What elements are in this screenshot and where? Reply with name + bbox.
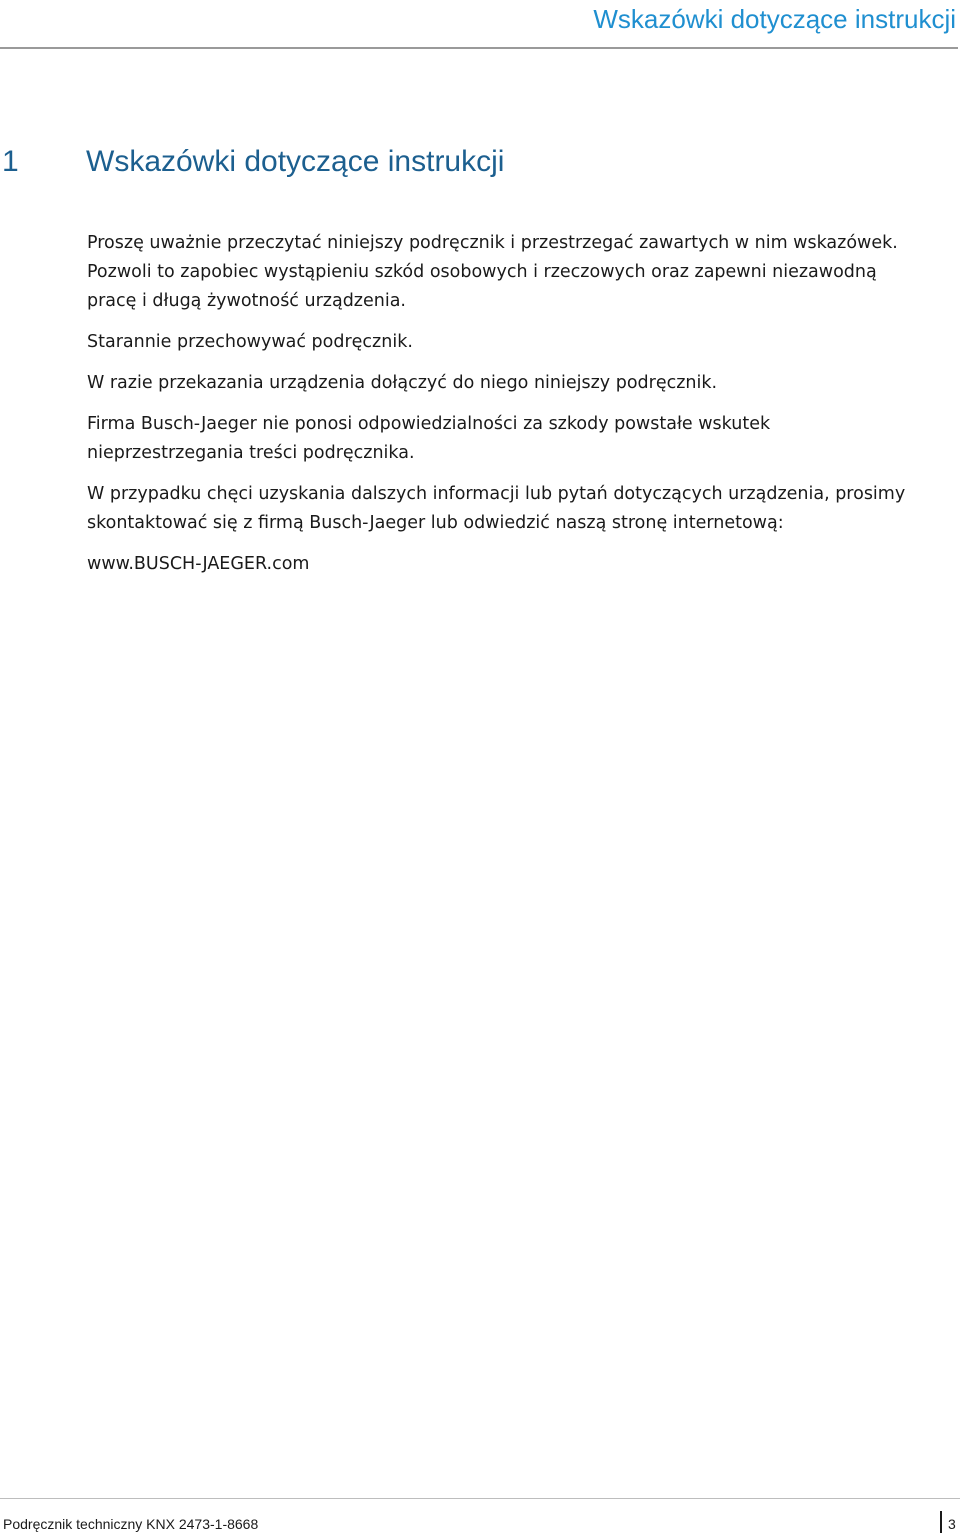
text-line: Proszę uważnie przeczytać niniejszy podręcznik i przestrzegać zawartych w nim wskazówek. [87, 233, 898, 253]
paragraph-liability [87, 410, 947, 468]
body-text [87, 229, 947, 591]
text-line: nieprzestrzegania treści podręcznika. [87, 443, 415, 463]
text-line: W przypadku chęci uzyskania dalszych informacji lub pytań dotyczących urządzenia, prosimy [87, 484, 906, 504]
text-line: Firma Busch-Jaeger nie ponosi odpowiedzialności za szkody powstałe wskutek [87, 414, 771, 434]
footer-divider [0, 1498, 960, 1499]
website-link: www.BUSCH-JAEGER.com [87, 554, 310, 574]
running-header: Wskazówki dotyczące instrukcji [593, 4, 956, 34]
paragraph-handover [87, 369, 947, 398]
text-line: Starannie przechowywać podręcznik. [87, 332, 413, 352]
paragraph-intro [87, 229, 947, 316]
chapter-number: 1 [2, 145, 19, 178]
chapter-heading [2, 143, 504, 181]
paragraph-website [87, 550, 947, 579]
footer-document-title: Podręcznik techniczny KNX 2473-1-8668 [3, 1516, 259, 1532]
text-line: skontaktować się z firmą Busch-Jaeger lub odwiedzić naszą stronę internetową: [87, 513, 784, 533]
text-line: Pozwoli to zapobiec wystąpieniu szkód osobowych i rzeczowych oraz zapewni niezawodną [87, 262, 877, 282]
header-divider [0, 47, 958, 49]
text-line: W razie przekazania urządzenia dołączyć do niego niniejszy podręcznik. [87, 373, 718, 393]
text-line: pracę i długą żywotność urządzenia. [87, 291, 406, 311]
paragraph-contact [87, 480, 947, 538]
page-number: 3 [940, 1511, 960, 1533]
paragraph-storage [87, 328, 947, 357]
chapter-title: Wskazówki dotyczące instrukcji [86, 145, 505, 178]
